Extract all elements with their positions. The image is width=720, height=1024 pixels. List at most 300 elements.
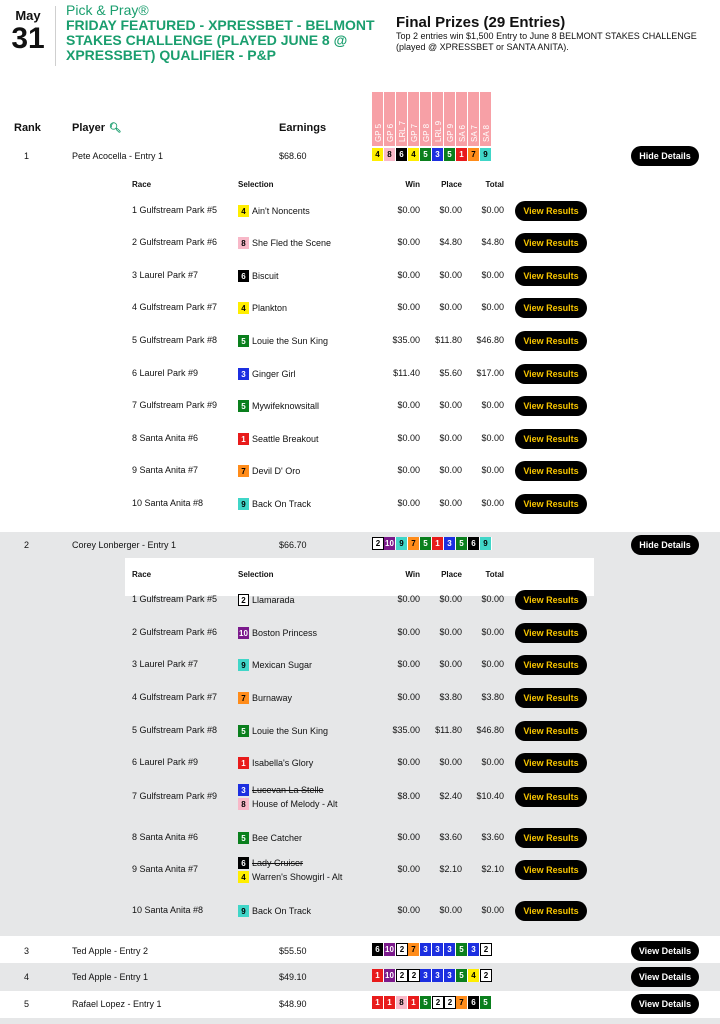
player-earnings: $68.60	[279, 151, 307, 161]
detail-selection	[238, 831, 302, 845]
detail-place-header: Place	[441, 570, 462, 579]
detail-win: $0.00	[397, 302, 420, 312]
horse-name: Isabella's Glory	[252, 758, 314, 768]
detail-win: $35.00	[392, 335, 420, 345]
selection-line	[238, 797, 338, 811]
detail-selection-header: Selection	[238, 180, 274, 189]
detail-total: $0.00	[481, 594, 504, 604]
brand-label: Pick & Pray®	[66, 2, 149, 18]
detail-row	[0, 331, 720, 351]
player-column-label: Player	[72, 122, 106, 134]
detail-total: $46.80	[476, 335, 504, 345]
date-day: 31	[11, 22, 45, 55]
player-row	[0, 967, 720, 989]
horse-name: Ginger Girl	[252, 369, 296, 379]
detail-total-header: Total	[485, 570, 504, 579]
player-rank: 1	[24, 151, 30, 161]
detail-total: $46.80	[476, 725, 504, 735]
scratched-horse-name: Lady Cruiser	[252, 858, 304, 868]
player-picks	[372, 969, 492, 982]
detail-place: $11.80	[435, 335, 462, 345]
detail-win: $0.00	[397, 757, 420, 767]
view-results-button[interactable]: View Results	[515, 753, 587, 773]
detail-race: 9 Santa Anita #7	[132, 465, 199, 475]
horse-number: 10	[239, 628, 248, 638]
pick-number: 2	[444, 996, 456, 1009]
view-results-button[interactable]: View Results	[515, 688, 587, 708]
detail-selection	[238, 658, 312, 672]
pick-number: 5	[456, 969, 468, 982]
hide-details-button[interactable]: Hide Details	[631, 535, 699, 555]
detail-place: $3.80	[439, 692, 462, 702]
detail-win: $0.00	[397, 832, 420, 842]
pick-number: 8	[384, 148, 396, 161]
detail-row	[0, 787, 720, 807]
selection-line	[238, 856, 342, 870]
selection-line	[238, 593, 295, 607]
pick-number: 5	[420, 537, 432, 550]
view-results-button[interactable]: View Results	[515, 266, 587, 286]
pick-number: 2	[396, 943, 408, 956]
detail-win: $0.00	[397, 498, 420, 508]
player-row	[0, 535, 720, 557]
selection-line	[238, 626, 317, 640]
view-results-button[interactable]: View Results	[515, 461, 587, 481]
detail-place: $0.00	[439, 757, 462, 767]
detail-total: $2.10	[481, 864, 504, 874]
horse-name: She Fled the Scene	[252, 238, 332, 248]
pick-number: 1	[384, 996, 396, 1009]
detail-row	[0, 494, 720, 514]
detail-selection	[238, 301, 287, 315]
pick-number: 6	[468, 537, 480, 550]
detail-total: $0.00	[481, 205, 504, 215]
detail-total: $10.40	[476, 791, 504, 801]
detail-selection	[238, 236, 331, 250]
horse-name: Seattle Breakout	[252, 434, 319, 444]
horse-number: 2	[238, 594, 249, 606]
player-earnings: $48.90	[279, 999, 307, 1009]
race-column-label: SA 7	[470, 125, 479, 142]
selection-line	[238, 432, 319, 446]
detail-race: 9 Santa Anita #7	[132, 864, 199, 874]
race-column-label: GP 5	[374, 123, 383, 142]
player-earnings: $55.50	[279, 946, 307, 956]
pick-number: 1	[456, 148, 468, 161]
pick-number: 10	[384, 943, 396, 956]
selection-line	[238, 367, 296, 381]
selection-line	[238, 756, 313, 770]
horse-number: 5	[238, 400, 249, 412]
detail-race: 7 Gulfstream Park #9	[132, 791, 218, 801]
race-column-header	[456, 92, 468, 146]
detail-place: $2.40	[439, 791, 462, 801]
pick-number: 2	[480, 943, 492, 956]
pick-number: 3	[444, 943, 456, 956]
race-column-label: GP 6	[386, 123, 395, 142]
race-column-label: GP 9	[446, 123, 455, 142]
horse-number: 1	[238, 757, 249, 769]
horse-number: 1	[238, 433, 249, 445]
detail-race: 2 Gulfstream Park #6	[132, 627, 218, 637]
pick-number: 5	[480, 996, 492, 1009]
view-results-button[interactable]: View Results	[515, 721, 587, 741]
pick-number: 1	[432, 537, 444, 550]
detail-selection	[238, 204, 310, 218]
scratched-horse-name: Lucevan La Stelle	[252, 785, 324, 795]
detail-win: $0.00	[397, 905, 420, 915]
detail-race: 6 Laurel Park #9	[132, 368, 199, 378]
pick-number: 4	[468, 969, 480, 982]
horse-number: 3	[238, 784, 249, 796]
player-picks	[372, 148, 492, 161]
race-column-header	[384, 92, 396, 146]
player-row	[0, 941, 720, 963]
horse-number: 8	[238, 237, 249, 249]
horse-name: Burnaway	[252, 693, 293, 703]
horse-name: House of Melody - Alt	[252, 799, 338, 809]
race-column-label: GP 8	[422, 123, 431, 142]
detail-total: $0.00	[481, 400, 504, 410]
detail-total: $0.00	[481, 627, 504, 637]
contest-header	[0, 0, 720, 72]
detail-win: $0.00	[397, 270, 420, 280]
player-picks	[372, 996, 492, 1009]
player-name: Rafael Lopez - Entry 1	[72, 999, 162, 1009]
horse-name: Mexican Sugar	[252, 660, 313, 670]
detail-row	[0, 266, 720, 286]
detail-race: 6 Laurel Park #9	[132, 757, 199, 767]
horse-name: Warren's Showgirl - Alt	[252, 872, 343, 882]
player-name: Corey Lonberger - Entry 1	[72, 540, 177, 550]
detail-race: 8 Santa Anita #6	[132, 433, 199, 443]
detail-selection-header: Selection	[238, 570, 274, 579]
detail-row	[0, 201, 720, 221]
horse-number: 4	[238, 302, 249, 314]
player-row	[0, 146, 720, 168]
race-column-header	[468, 92, 480, 146]
horse-name: Boston Princess	[252, 628, 318, 638]
player-rank: 2	[24, 540, 30, 550]
player-rank: 4	[24, 972, 30, 982]
detail-race: 10 Santa Anita #8	[132, 905, 204, 915]
race-column-headers	[372, 92, 492, 146]
pick-number: 2	[408, 969, 420, 982]
detail-win: $0.00	[397, 465, 420, 475]
hide-details-button[interactable]: Hide Details	[631, 146, 699, 166]
race-column-label: SA 8	[482, 125, 491, 142]
detail-race: 3 Laurel Park #7	[132, 659, 199, 669]
pick-number: 1	[372, 969, 384, 982]
pick-number: 6	[468, 996, 480, 1009]
horse-number: 8	[238, 798, 249, 810]
view-details-button[interactable]: View Details	[631, 967, 699, 987]
race-column-label: LRL 7	[398, 120, 407, 142]
pick-number: 4	[408, 148, 420, 161]
selection-line	[238, 236, 331, 250]
detail-row	[0, 429, 720, 449]
pick-number: 10	[384, 537, 396, 550]
detail-win: $35.00	[392, 725, 420, 735]
player-earnings: $49.10	[279, 972, 307, 982]
player-rank: 5	[24, 999, 30, 1009]
detail-place: $0.00	[439, 465, 462, 475]
detail-selection	[238, 432, 319, 446]
pick-number: 9	[396, 537, 408, 550]
horse-name: Mywifeknowsitall	[252, 401, 320, 411]
detail-selection	[238, 691, 292, 705]
detail-race: 1 Gulfstream Park #5	[132, 594, 218, 604]
detail-win: $0.00	[397, 205, 420, 215]
leaderboard-header	[0, 92, 720, 146]
pick-number: 2	[432, 996, 444, 1009]
view-results-button[interactable]: View Results	[515, 364, 587, 384]
prizes-box	[396, 14, 716, 53]
selection-line	[238, 870, 342, 884]
selection-line	[238, 464, 300, 478]
detail-place: $0.00	[439, 302, 462, 312]
detail-race: 5 Gulfstream Park #8	[132, 335, 218, 345]
pick-number: 3	[444, 969, 456, 982]
player-name: Ted Apple - Entry 1	[72, 972, 149, 982]
rank-column-header: Rank	[14, 122, 41, 134]
player-picks	[372, 943, 492, 956]
pick-number: 7	[456, 996, 468, 1009]
horse-number: 7	[238, 465, 249, 477]
horse-number: 4	[238, 205, 249, 217]
detail-win-header: Win	[405, 570, 420, 579]
detail-total: $0.00	[481, 270, 504, 280]
pick-number: 2	[372, 537, 384, 550]
detail-selection	[238, 399, 319, 413]
detail-selection	[238, 756, 313, 770]
horse-number: 3	[238, 368, 249, 380]
detail-race: 5 Gulfstream Park #8	[132, 725, 218, 735]
view-results-button[interactable]: View Results	[515, 860, 587, 880]
view-results-button[interactable]: View Results	[515, 298, 587, 318]
horse-number: 4	[238, 871, 249, 883]
detail-row	[0, 828, 720, 848]
detail-total: $0.00	[481, 659, 504, 669]
detail-win: $0.00	[397, 237, 420, 247]
detail-race: 2 Gulfstream Park #6	[132, 237, 218, 247]
detail-place: $3.60	[439, 832, 462, 842]
view-details-button[interactable]: View Details	[631, 941, 699, 961]
pick-number: 3	[420, 943, 432, 956]
horse-name: Devil D' Oro	[252, 466, 301, 476]
pick-number: 1	[408, 996, 420, 1009]
detail-row	[0, 655, 720, 675]
detail-race: 3 Laurel Park #7	[132, 270, 199, 280]
horse-name: Biscuit	[252, 271, 279, 281]
detail-race-header: Race	[132, 570, 152, 579]
view-results-button[interactable]: View Results	[515, 655, 587, 675]
horse-name: Plankton	[252, 303, 288, 313]
race-column-header	[408, 92, 420, 146]
contest-date	[6, 8, 50, 55]
pick-number: 5	[420, 148, 432, 161]
detail-row	[0, 688, 720, 708]
pick-number: 5	[456, 943, 468, 956]
detail-race: 4 Gulfstream Park #7	[132, 302, 218, 312]
view-results-button[interactable]: View Results	[515, 787, 587, 807]
view-results-button[interactable]: View Results	[515, 901, 587, 921]
prizes-text: Top 2 entries win $1,500 Entry to June 8 BELMONT STAKES CHALLENGE (played @ XPRESSBET or SANTA ANITA).	[396, 31, 697, 52]
player-earnings: $66.70	[279, 540, 307, 550]
horse-number: 5	[238, 335, 249, 347]
pick-number: 8	[396, 996, 408, 1009]
pick-number: 5	[456, 537, 468, 550]
player-column-header	[72, 122, 122, 134]
detail-total: $0.00	[481, 757, 504, 767]
view-results-button[interactable]: View Results	[515, 429, 587, 449]
contest-title: FRIDAY FEATURED - XPRESSBET - BELMONT STAKES CHALLENGE (PLAYED JUNE 8 @ XPRESSBET) QUALIFIER - P&P	[66, 17, 375, 63]
detail-total: $0.00	[481, 433, 504, 443]
detail-row	[0, 233, 720, 253]
detail-row	[0, 860, 720, 880]
detail-row	[0, 721, 720, 741]
selection-line	[238, 269, 279, 283]
detail-place: $2.10	[439, 864, 462, 874]
pick-number: 10	[384, 969, 396, 982]
detail-race-header: Race	[132, 180, 152, 189]
race-column-header	[372, 92, 384, 146]
detail-selection	[238, 626, 317, 640]
selection-line	[238, 783, 338, 797]
view-results-button[interactable]: View Results	[515, 828, 587, 848]
race-column-label: LRL 9	[434, 120, 443, 142]
detail-row	[0, 461, 720, 481]
selection-line	[238, 691, 292, 705]
horse-name: Back On Track	[252, 499, 312, 509]
detail-place-header: Place	[441, 180, 462, 189]
race-column-header	[432, 92, 444, 146]
detail-win: $0.00	[397, 864, 420, 874]
detail-win: $0.00	[397, 400, 420, 410]
detail-row	[0, 364, 720, 384]
search-icon[interactable]: 🔍︎	[109, 123, 122, 134]
view-results-button[interactable]: View Results	[515, 396, 587, 416]
selection-line	[238, 724, 328, 738]
horse-name: Ain't Noncents	[252, 206, 310, 216]
horse-name: Bee Catcher	[252, 833, 303, 843]
detail-selection	[238, 269, 279, 283]
detail-selection	[238, 464, 300, 478]
player-rank: 3	[24, 946, 30, 956]
detail-win: $0.00	[397, 433, 420, 443]
detail-win: $0.00	[397, 627, 420, 637]
detail-place: $11.80	[435, 725, 462, 735]
detail-selection	[238, 497, 311, 511]
selection-line	[238, 399, 319, 413]
detail-total: $0.00	[481, 905, 504, 915]
detail-total: $17.00	[476, 368, 504, 378]
pick-number: 3	[444, 537, 456, 550]
detail-win: $0.00	[397, 594, 420, 604]
pick-number: 5	[444, 148, 456, 161]
pick-number: 9	[480, 537, 492, 550]
selection-line	[238, 334, 328, 348]
horse-number: 9	[238, 659, 249, 671]
horse-number: 9	[238, 498, 249, 510]
detail-place: $0.00	[439, 659, 462, 669]
detail-row	[0, 901, 720, 921]
horse-number: 5	[238, 832, 249, 844]
detail-race: 4 Gulfstream Park #7	[132, 692, 218, 702]
detail-total-header: Total	[485, 180, 504, 189]
race-column-label: GP 7	[410, 123, 419, 142]
pick-number: 7	[408, 943, 420, 956]
pick-number: 3	[420, 969, 432, 982]
view-results-button[interactable]: View Results	[515, 331, 587, 351]
player-name: Ted Apple - Entry 2	[72, 946, 149, 956]
pick-number: 6	[372, 943, 384, 956]
detail-place: $5.60	[439, 368, 462, 378]
pick-number: 5	[420, 996, 432, 1009]
pick-number: 3	[432, 969, 444, 982]
pick-number: 3	[432, 148, 444, 161]
horse-number: 7	[238, 692, 249, 704]
detail-selection	[238, 904, 311, 918]
detail-selection	[238, 783, 338, 811]
pick-number: 4	[372, 148, 384, 161]
detail-win: $0.00	[397, 659, 420, 669]
view-results-button[interactable]: View Results	[515, 201, 587, 221]
horse-name: Louie the Sun King	[252, 726, 329, 736]
detail-total: $3.80	[481, 692, 504, 702]
detail-place: $0.00	[439, 627, 462, 637]
detail-win: $0.00	[397, 692, 420, 702]
view-results-button[interactable]: View Results	[515, 233, 587, 253]
horse-name: Louie the Sun King	[252, 336, 329, 346]
detail-place: $4.80	[439, 237, 462, 247]
pick-number: 2	[480, 969, 492, 982]
pick-number: 9	[480, 148, 492, 161]
selection-line	[238, 831, 302, 845]
view-results-button[interactable]: View Results	[515, 623, 587, 643]
race-column-label: SA 6	[458, 125, 467, 142]
race-column-header	[444, 92, 456, 146]
detail-win-header: Win	[405, 180, 420, 189]
earnings-column-header: Earnings	[279, 122, 327, 134]
detail-total: $0.00	[481, 498, 504, 508]
pick-number: 2	[396, 969, 408, 982]
date-month: May	[15, 8, 41, 23]
player-picks	[372, 537, 492, 550]
horse-number: 5	[238, 725, 249, 737]
race-column-header	[480, 92, 492, 146]
player-name: Pete Acocella - Entry 1	[72, 151, 164, 161]
detail-race: 7 Gulfstream Park #9	[132, 400, 218, 410]
detail-row	[0, 298, 720, 318]
view-results-button[interactable]: View Results	[515, 590, 587, 610]
horse-number: 6	[238, 857, 249, 869]
detail-row	[0, 590, 720, 610]
detail-row	[0, 623, 720, 643]
view-details-button[interactable]: View Details	[631, 994, 699, 1014]
player-row	[0, 994, 720, 1016]
detail-win: $8.00	[397, 791, 420, 801]
detail-row	[0, 396, 720, 416]
header-divider	[55, 6, 56, 66]
horse-name: Llamarada	[252, 595, 295, 605]
pick-number: 3	[468, 943, 480, 956]
detail-selection	[238, 334, 328, 348]
next-row-background	[0, 1018, 720, 1024]
detail-selection	[238, 367, 296, 381]
view-results-button[interactable]: View Results	[515, 494, 587, 514]
detail-selection	[238, 724, 328, 738]
